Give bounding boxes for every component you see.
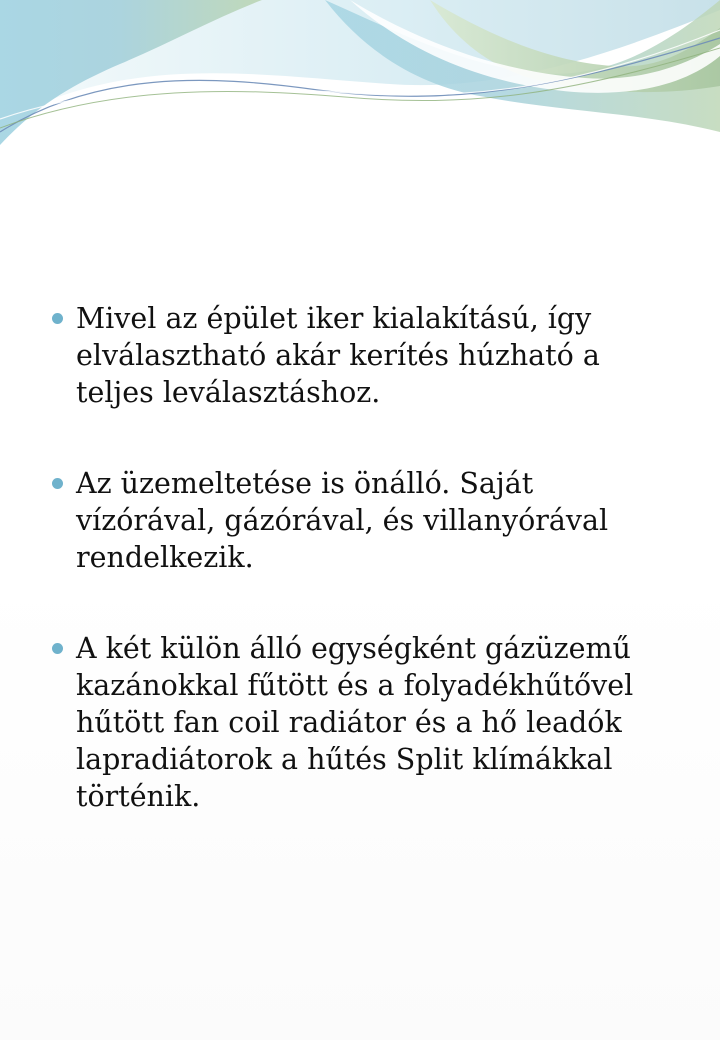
bullet-text: Az üzemeltetése is önálló. Saját vízórával, gázórával, és villanyórával rendelkezik. xyxy=(76,467,609,574)
bullet-item-heating-cooling xyxy=(52,630,692,815)
bullet-item-utilities xyxy=(52,465,692,576)
bullet-text: A két külön álló egységként gázüzemű kazánokkal fűtött és a folyadékhűtővel hűtött fan coil radiátor és a hő leadók lapradiátorok a hűtés Split klímákkal történik. xyxy=(76,632,634,813)
bullet-list xyxy=(52,300,692,869)
bullet-text: Mivel az épület iker kialakítású, így elválasztható akár kerítés húzható a teljes leválasztáshoz. xyxy=(76,302,600,409)
bullet-marker xyxy=(52,478,63,489)
bullet-item-separation xyxy=(52,300,692,411)
bullet-marker xyxy=(52,313,63,324)
header-wave-decoration xyxy=(0,0,720,170)
bullet-marker xyxy=(52,643,63,654)
